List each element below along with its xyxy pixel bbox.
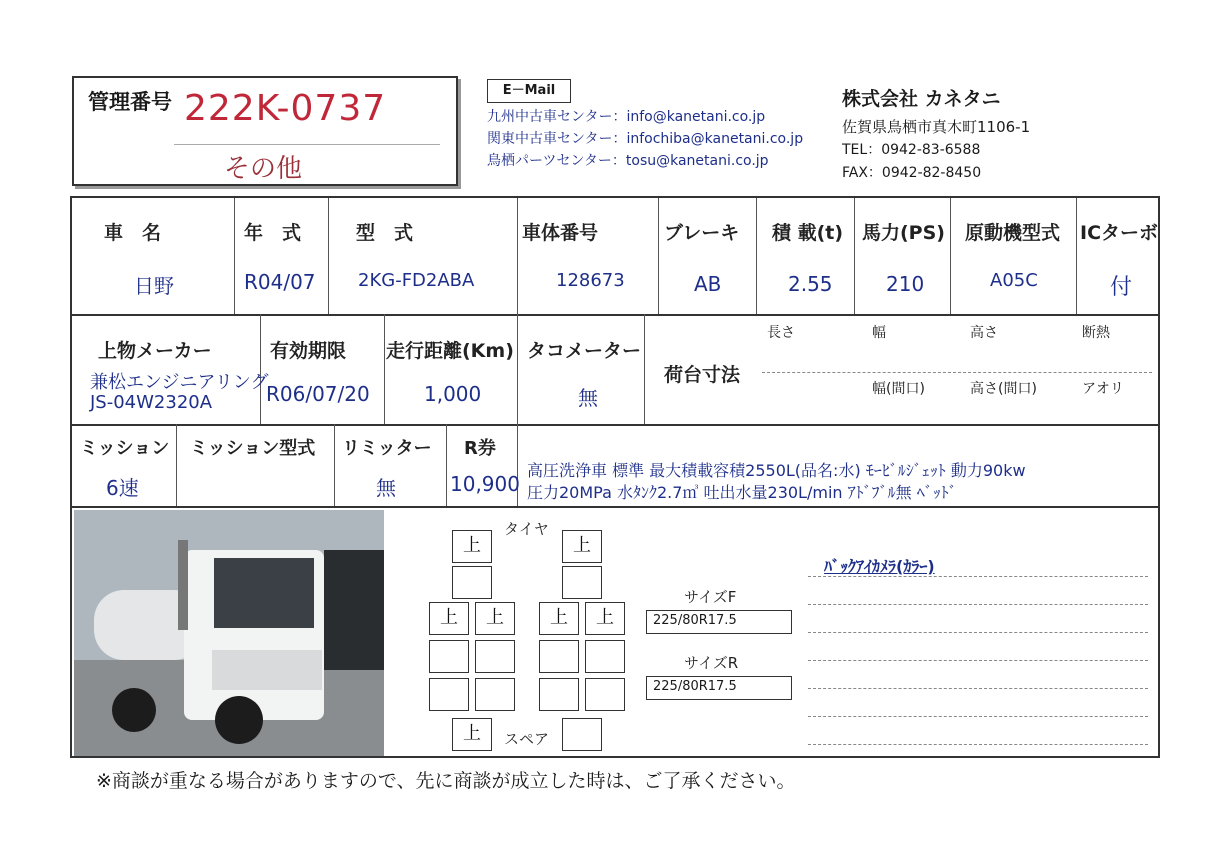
- col-divider: [950, 198, 951, 314]
- company-name: 株式会社 カネタニ: [842, 88, 1001, 110]
- remarks-line2: 圧力20MPa 水ﾀﾝｸ2.7㎥ 吐出水量230L/min ｱﾄﾞﾌﾞﾙ無 ﾍﾞｯﾄﾞ: [527, 483, 957, 502]
- email-address[interactable]: infochiba@kanetani.co.jp: [626, 131, 804, 147]
- size-r-label: サイズR: [684, 654, 739, 672]
- value-limiter: 無: [376, 476, 396, 500]
- email-row-kanto: [487, 128, 803, 148]
- tire-mark: 上: [573, 535, 591, 556]
- tire-mark: 上: [440, 607, 458, 628]
- category-label: その他: [224, 154, 303, 184]
- col-divider: [384, 314, 385, 424]
- col-divider: [446, 424, 447, 506]
- tire-mark: 上: [463, 535, 481, 556]
- email-center-label: 鳥栖パーツセンター：: [487, 153, 626, 169]
- col-divider: [234, 198, 235, 314]
- spare-label: スペア: [504, 730, 550, 748]
- size-f-label: サイズF: [684, 588, 737, 606]
- email-row-tosu: [487, 150, 769, 170]
- value-model: 2KG-FD2ABA: [358, 270, 475, 291]
- tire-mark: 上: [463, 723, 481, 744]
- email-row-kyushu: [487, 106, 765, 126]
- size-r-box: [646, 676, 792, 700]
- value-expiry: R06/07/20: [266, 382, 370, 406]
- tire-spare: [452, 718, 492, 751]
- dim-side-gate-label: アオリ: [1082, 381, 1124, 397]
- col-divider: [517, 314, 518, 424]
- header-year: 年 式: [244, 222, 302, 244]
- value-ic-turbo: 付: [1110, 275, 1133, 300]
- option-line: [808, 688, 1148, 689]
- value-engine: A05C: [990, 270, 1038, 291]
- col-divider: [658, 198, 659, 314]
- col-divider: [517, 198, 518, 314]
- tire-mark: 上: [596, 607, 614, 628]
- header-tachometer: タコメーター: [527, 340, 642, 362]
- tire-mark: 上: [550, 607, 568, 628]
- truck-photo-illustration: [74, 510, 384, 756]
- row-divider: [72, 506, 1158, 508]
- header-bed-dims: 荷台寸法: [664, 364, 741, 386]
- value-payload: 2.55: [788, 272, 833, 296]
- size-f-box: [646, 610, 792, 634]
- tire-rear1-right-outer: [585, 602, 625, 635]
- tire-rear1-left-outer: [429, 602, 469, 635]
- truck-photo: [74, 510, 384, 756]
- value-maker-line2: JS-04W2320A: [90, 392, 213, 413]
- tire-rear2-right-outer: [585, 640, 625, 673]
- value-mission: 6速: [106, 476, 139, 500]
- management-number: 222K-0737: [184, 88, 387, 129]
- dim-height-opening-label: 高さ(間口): [970, 381, 1037, 397]
- tire-rear2-left-inner: [475, 640, 515, 673]
- option-line: [808, 604, 1148, 605]
- tire-front-left: [452, 566, 492, 599]
- col-divider: [854, 198, 855, 314]
- dim-width-opening-label: 幅(間口): [872, 381, 925, 397]
- tire-front-right-outer: [562, 530, 602, 563]
- value-car-name: 日野: [134, 274, 174, 298]
- option-line: [808, 660, 1148, 661]
- value-horsepower: 210: [886, 272, 925, 296]
- management-divider: [174, 144, 440, 145]
- value-distance: 1,000: [424, 382, 482, 406]
- tire-rear3-right-inner: [539, 678, 579, 711]
- header-limiter: リミッター: [342, 438, 432, 459]
- value-chassis: 128673: [556, 270, 625, 291]
- header-brake: ブレーキ: [664, 222, 740, 244]
- tire-rear3-left-outer: [429, 678, 469, 711]
- tire-title: タイヤ: [504, 520, 549, 538]
- value-year: R04/07: [244, 270, 316, 294]
- header-engine: 原動機型式: [965, 222, 1061, 244]
- remarks-line1: 高圧洗浄車 標準 最大積載容積2550L(品名:水) ﾓｰﾋﾞﾙｼﾞｪｯﾄ 動力90kw: [527, 461, 1026, 480]
- col-divider: [328, 198, 329, 314]
- tire-rear2-left-outer: [429, 640, 469, 673]
- header-maker: 上物メーカー: [98, 340, 212, 362]
- col-divider: [1076, 198, 1077, 314]
- tire-rear3-right-outer: [585, 678, 625, 711]
- dim-width-label: 幅: [872, 325, 886, 341]
- email-center-label: 九州中古車センター：: [487, 109, 627, 125]
- footer-note: ※商談が重なる場合がありますので、先に商談が成立した時は、ご了承ください。: [96, 770, 796, 792]
- email-title: [487, 79, 571, 103]
- tire-spare-2: [562, 718, 602, 751]
- size-r-value: 225/80R17.5: [653, 679, 737, 694]
- management-number-box: [72, 76, 458, 186]
- tire-rear1-left-inner: [475, 602, 515, 635]
- col-divider: [756, 198, 757, 314]
- header-expiry: 有効期限: [270, 340, 347, 362]
- dims-divider: [762, 372, 1152, 373]
- tire-rear1-right-inner: [539, 602, 579, 635]
- header-r-ken: R券: [464, 438, 496, 459]
- option-item: [824, 554, 935, 577]
- col-divider: [334, 424, 335, 506]
- company-tel: TEL：0942-83-6588: [842, 142, 981, 158]
- header-chassis: 車体番号: [522, 222, 599, 244]
- col-divider: [176, 424, 177, 506]
- header-mission-type: ミッション型式: [190, 438, 316, 459]
- management-number-label: 管理番号: [88, 90, 172, 114]
- email-address[interactable]: tosu@kanetani.co.jp: [625, 153, 769, 169]
- value-maker-line1: 兼松エンジニアリング: [90, 372, 269, 393]
- row-divider: [72, 424, 1158, 426]
- email-address[interactable]: info@kanetani.co.jp: [626, 109, 766, 125]
- dim-insulation-label: 断熱: [1082, 325, 1110, 341]
- size-f-value: 225/80R17.5: [653, 613, 737, 628]
- header-distance: 走行距離(Km): [386, 340, 514, 362]
- value-r-ken: 10,900: [450, 472, 520, 496]
- row-divider: [72, 314, 1158, 316]
- company-address: 佐賀県鳥栖市真木町1106-1: [842, 118, 1031, 136]
- option-line: [808, 744, 1148, 745]
- option-line: [808, 716, 1148, 717]
- header-payload: 積 載(t): [772, 222, 844, 244]
- dim-length-label: 長さ: [767, 325, 795, 341]
- tire-mark: 上: [486, 607, 504, 628]
- spec-table: [70, 196, 1160, 758]
- option-line: [808, 576, 1148, 577]
- header-model: 型 式: [356, 222, 414, 244]
- col-divider: [644, 314, 645, 424]
- tire-rear3-left-inner: [475, 678, 515, 711]
- option-line: [808, 632, 1148, 633]
- dim-height-label: 高さ: [970, 325, 998, 341]
- tire-front-left-outer: [452, 530, 492, 563]
- header-mission: ミッション: [80, 438, 170, 459]
- email-title-text: E－Mail: [502, 83, 556, 98]
- header-horsepower: 馬力(PS): [862, 222, 945, 244]
- option-item-text: ﾊﾞｯｸｱｲｶﾒﾗ(ｶﾗｰ): [824, 557, 935, 576]
- tire-front-right: [562, 566, 602, 599]
- header-car-name: 車 名: [104, 222, 162, 244]
- value-brake: AB: [694, 272, 722, 296]
- header-ic-turbo: ICターボ: [1080, 222, 1159, 244]
- tire-rear2-right-inner: [539, 640, 579, 673]
- company-fax: FAX：0942-82-8450: [842, 165, 982, 181]
- email-center-label: 関東中古車センター：: [487, 131, 627, 147]
- value-tachometer: 無: [578, 386, 598, 410]
